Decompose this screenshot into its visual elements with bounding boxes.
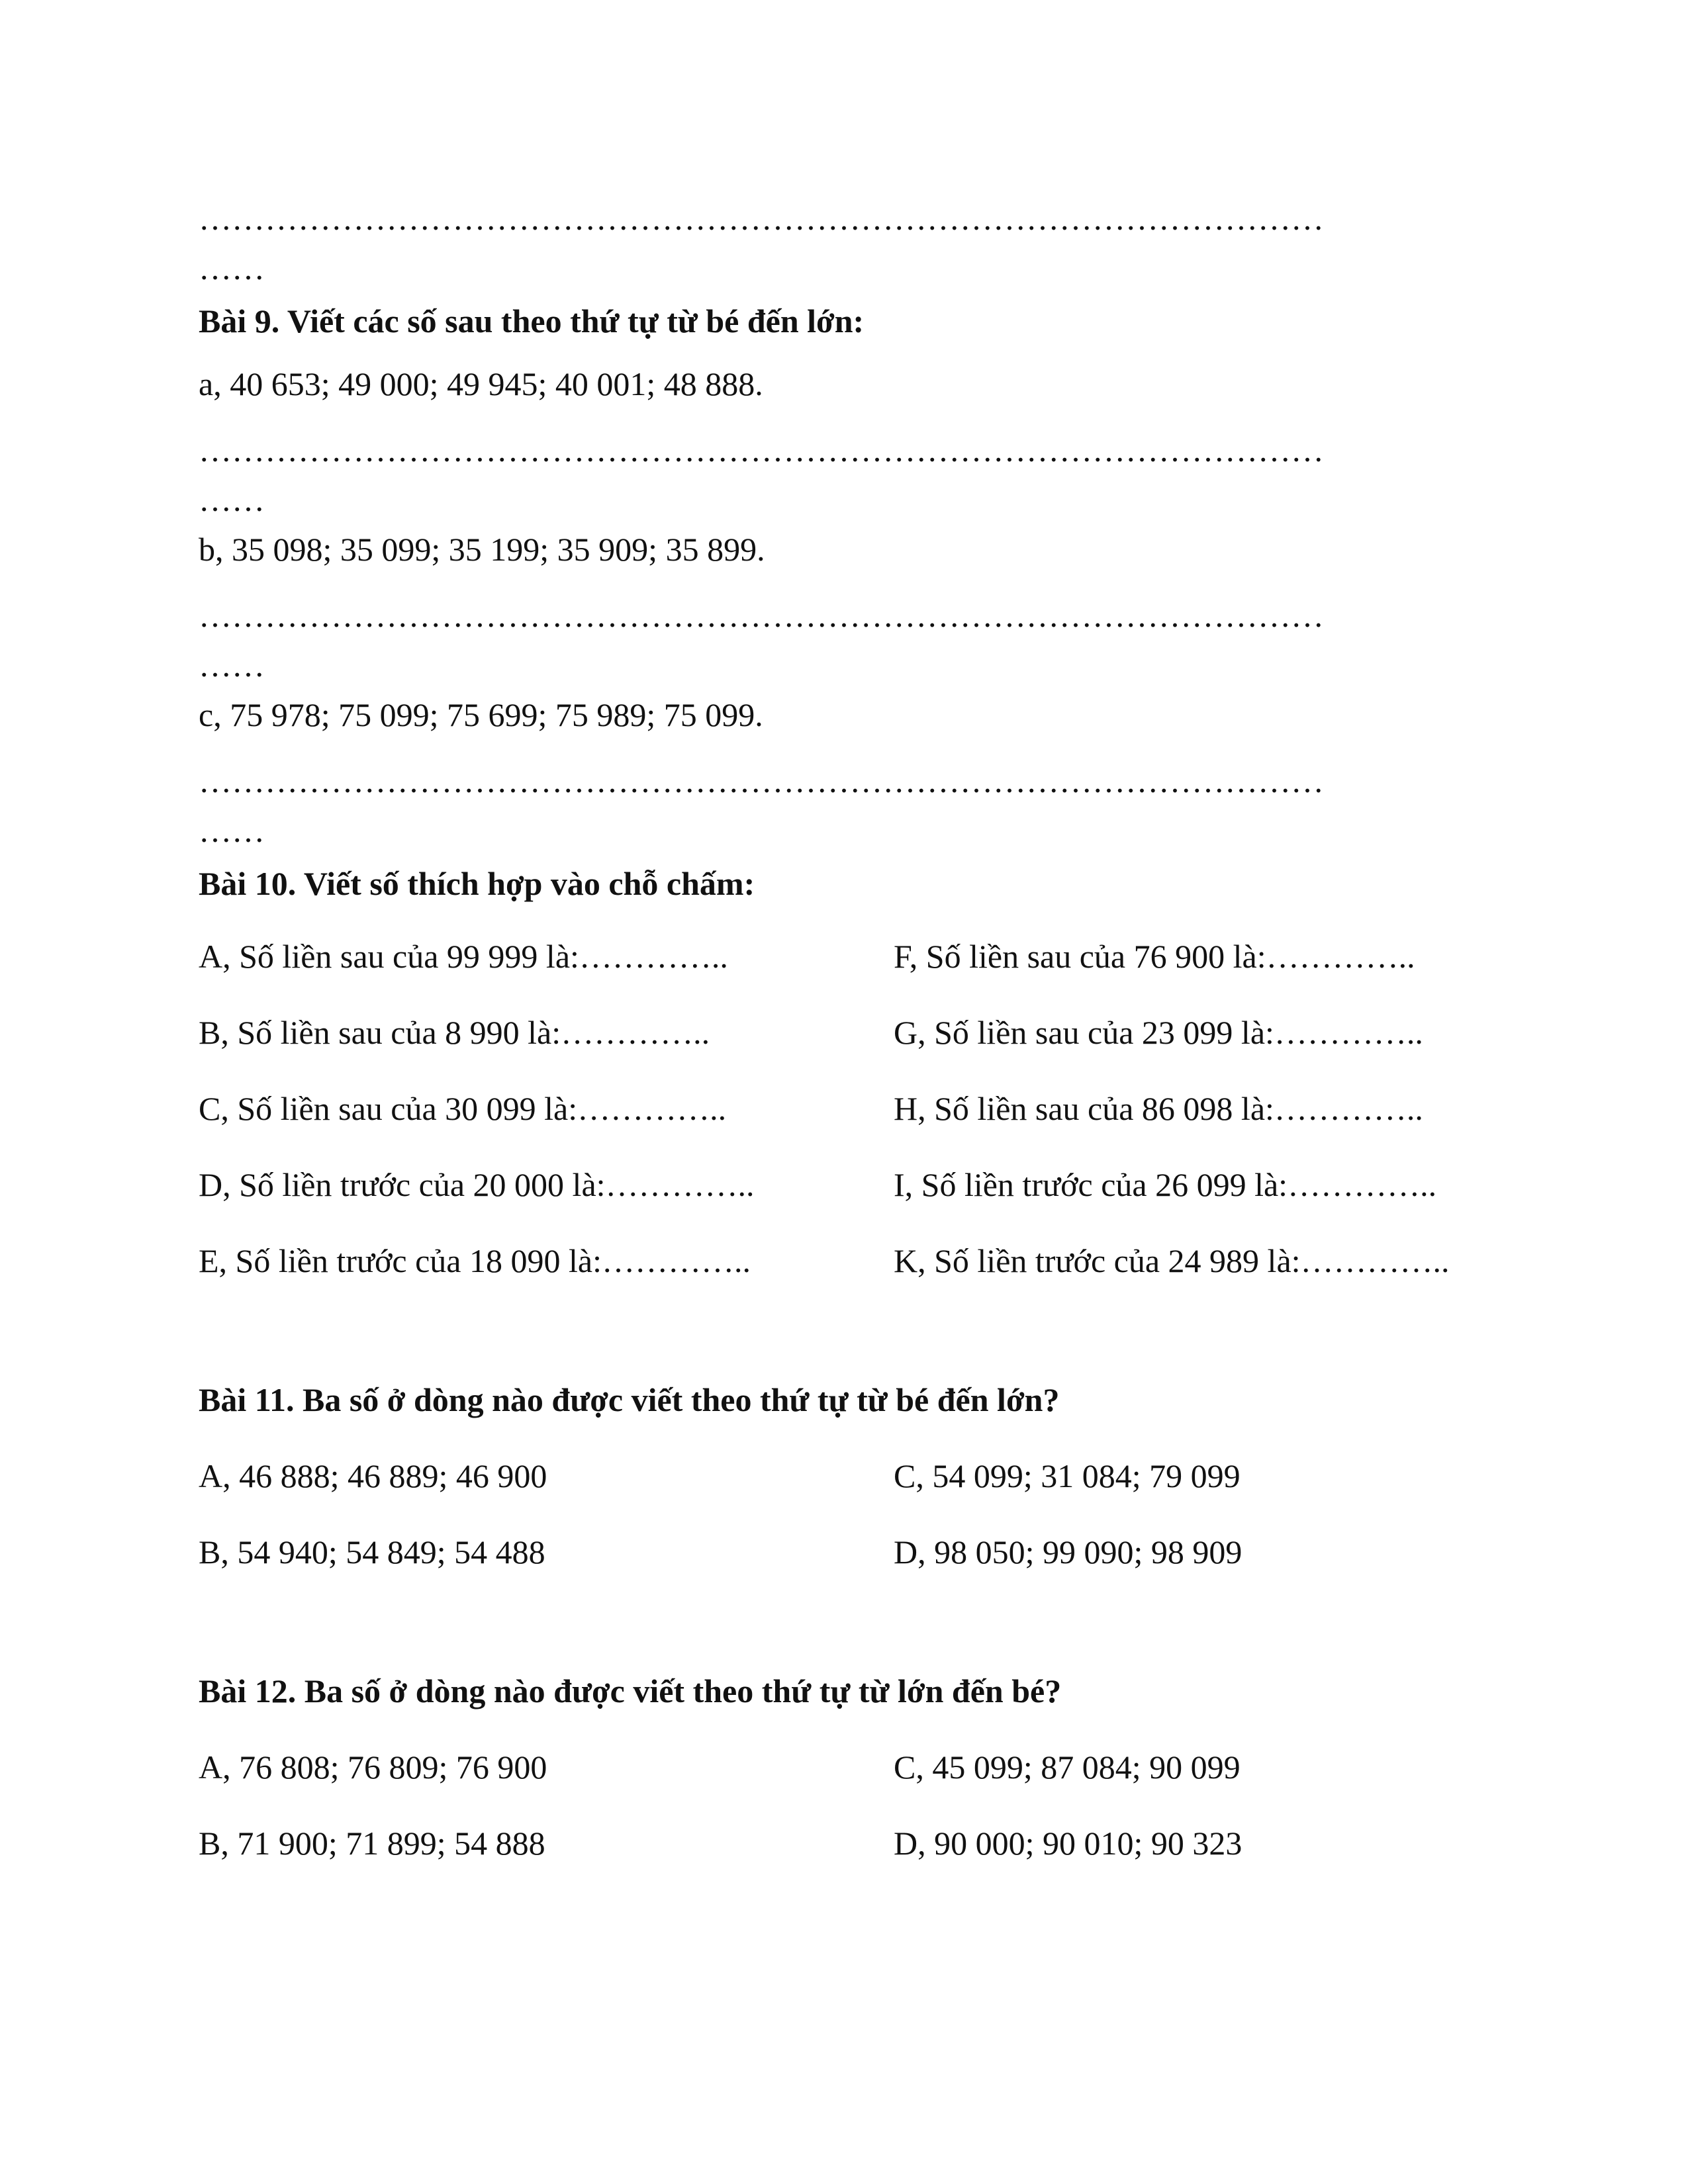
exercise-10-item-k: K, Số liền trước của 24 989 là:………….. xyxy=(894,1242,1450,1279)
exercise-11-option-a: A, 46 888; 46 889; 46 900 xyxy=(199,1457,547,1494)
exercise-10-item-f: F, Số liền sau của 76 900 là:………….. xyxy=(894,938,1415,975)
answer-dots-short: …… xyxy=(199,647,265,684)
exercise-10-item-h: H, Số liền sau của 86 098 là:………….. xyxy=(894,1090,1423,1127)
exercise-9-part-c: c, 75 978; 75 099; 75 699; 75 989; 75 099. xyxy=(199,696,763,733)
exercise-12-title: Bài 12. Ba số ở dòng nào được viết theo thứ tự từ lớn đến bé? xyxy=(199,1672,1062,1709)
exercise-11-title: Bài 11. Ba số ở dòng nào được viết theo thứ tự từ bé đến lớn? xyxy=(199,1381,1060,1418)
exercise-9-part-a: a, 40 653; 49 000; 49 945; 40 001; 48 888. xyxy=(199,365,763,402)
answer-dots-line: ………………………………………………………………………………………… xyxy=(199,432,1324,469)
exercise-11-option-c: C, 54 099; 31 084; 79 099 xyxy=(894,1457,1241,1494)
answer-dots-short: …… xyxy=(199,250,265,287)
exercise-12-option-d: D, 90 000; 90 010; 90 323 xyxy=(894,1825,1243,1862)
exercise-10-item-c: C, Số liền sau của 30 099 là:………….. xyxy=(199,1090,727,1127)
exercise-12-option-b: B, 71 900; 71 899; 54 888 xyxy=(199,1825,545,1862)
answer-dots-short: …… xyxy=(199,481,265,518)
worksheet-page xyxy=(199,0,1556,2184)
exercise-11-option-d: D, 98 050; 99 090; 98 909 xyxy=(894,1533,1243,1570)
exercise-12-option-a: A, 76 808; 76 809; 76 900 xyxy=(199,1749,547,1786)
exercise-10-item-e: E, Số liền trước của 18 090 là:………….. xyxy=(199,1242,751,1279)
exercise-11-option-b: B, 54 940; 54 849; 54 488 xyxy=(199,1533,545,1570)
answer-dots-short: …… xyxy=(199,812,265,849)
exercise-10-item-b: B, Số liền sau của 8 990 là:………….. xyxy=(199,1014,710,1051)
answer-dots-line: ………………………………………………………………………………………… xyxy=(199,597,1324,634)
answer-dots-line: ………………………………………………………………………………………… xyxy=(199,762,1324,799)
answer-dots-line: ………………………………………………………………………………………… xyxy=(199,200,1324,237)
exercise-9-part-b: b, 35 098; 35 099; 35 199; 35 909; 35 899. xyxy=(199,531,765,568)
exercise-10-item-a: A, Số liền sau của 99 999 là:………….. xyxy=(199,938,728,975)
exercise-10-item-i: I, Số liền trước của 26 099 là:………….. xyxy=(894,1166,1437,1203)
exercise-10-title: Bài 10. Viết số thích hợp vào chỗ chấm: xyxy=(199,865,755,902)
exercise-10-item-g: G, Số liền sau của 23 099 là:………….. xyxy=(894,1014,1423,1051)
exercise-12-option-c: C, 45 099; 87 084; 90 099 xyxy=(894,1749,1241,1786)
exercise-9-title: Bài 9. Viết các số sau theo thứ tự từ bé đến lớn: xyxy=(199,302,865,340)
exercise-10-item-d: D, Số liền trước của 20 000 là:………….. xyxy=(199,1166,755,1203)
